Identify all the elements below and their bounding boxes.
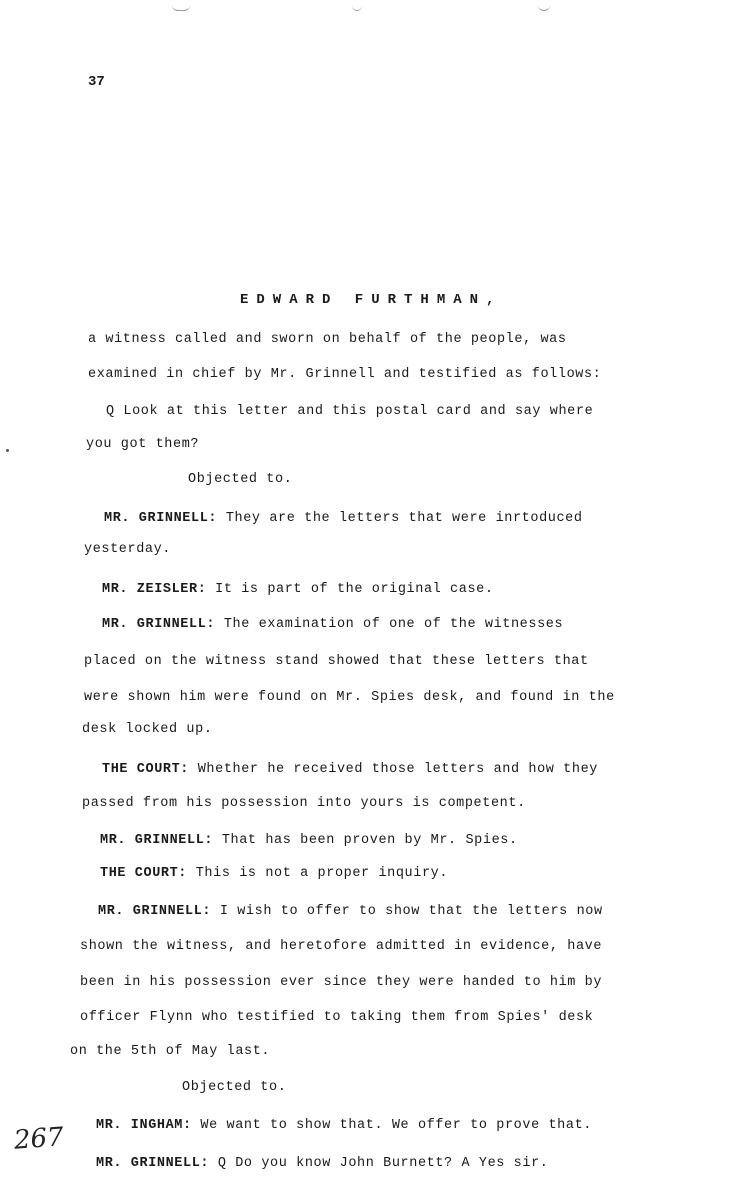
transcript-line: Objected to. bbox=[182, 1080, 287, 1095]
transcript-line: shown the witness, and heretofore admitted in evidence, have bbox=[80, 939, 603, 954]
page-number: 37 bbox=[88, 74, 105, 90]
transcript-line: placed on the witness stand showed that these letters that bbox=[84, 654, 589, 669]
transcript-line: been in his possession ever since they were handed to him by bbox=[80, 975, 603, 990]
transcript-line: MR. GRINNELL: The examination of one of the witnesses bbox=[102, 617, 564, 632]
transcript-line: MR. INGHAM: We want to show that. We offer to prove that. bbox=[96, 1118, 592, 1133]
transcript-line: examined in chief by Mr. Grinnell and testified as follows: bbox=[88, 367, 602, 382]
transcript-line: MR. GRINNELL: Q Do you know John Burnett? A Yes sir. bbox=[96, 1156, 549, 1171]
transcript-line: passed from his possession into yours is competent. bbox=[82, 796, 526, 811]
transcript-line: desk locked up. bbox=[82, 722, 213, 737]
transcript-line: MR. GRINNELL: I wish to offer to show that the letters now bbox=[98, 904, 603, 919]
transcript-line: you got them? bbox=[86, 437, 200, 452]
transcript-line: MR. ZEISLER: It is part of the original case. bbox=[102, 582, 494, 597]
transcript-line: yesterday. bbox=[84, 542, 172, 557]
transcript-line: a witness called and sworn on behalf of the people, was bbox=[88, 332, 567, 347]
handwritten-margin-note: 267 bbox=[13, 1122, 65, 1156]
transcript-line: THE COURT: Whether he received those letters and how they bbox=[102, 762, 598, 777]
transcript-line: MR. GRINNELL: They are the letters that were inrtoduced bbox=[104, 511, 583, 526]
transcript-line: on the 5th of May last. bbox=[70, 1044, 271, 1059]
witness-heading: EDWARD FURTHMAN, bbox=[240, 292, 503, 308]
transcript-line: Objected to. bbox=[188, 472, 293, 487]
transcript-line: were shown him were found on Mr. Spies desk, and found in the bbox=[84, 690, 615, 705]
scan-mark bbox=[352, 2, 362, 11]
transcript-line: Q Look at this letter and this postal card and say where bbox=[106, 404, 594, 419]
transcript-line: MR. GRINNELL: That has been proven by Mr. Spies. bbox=[100, 833, 518, 848]
scan-mark bbox=[172, 2, 190, 11]
scan-mark bbox=[538, 2, 550, 11]
scan-speck bbox=[6, 449, 9, 452]
transcript-line: officer Flynn who testified to taking them from Spies' desk bbox=[80, 1010, 594, 1025]
transcript-line: THE COURT: This is not a proper inquiry. bbox=[100, 866, 449, 881]
